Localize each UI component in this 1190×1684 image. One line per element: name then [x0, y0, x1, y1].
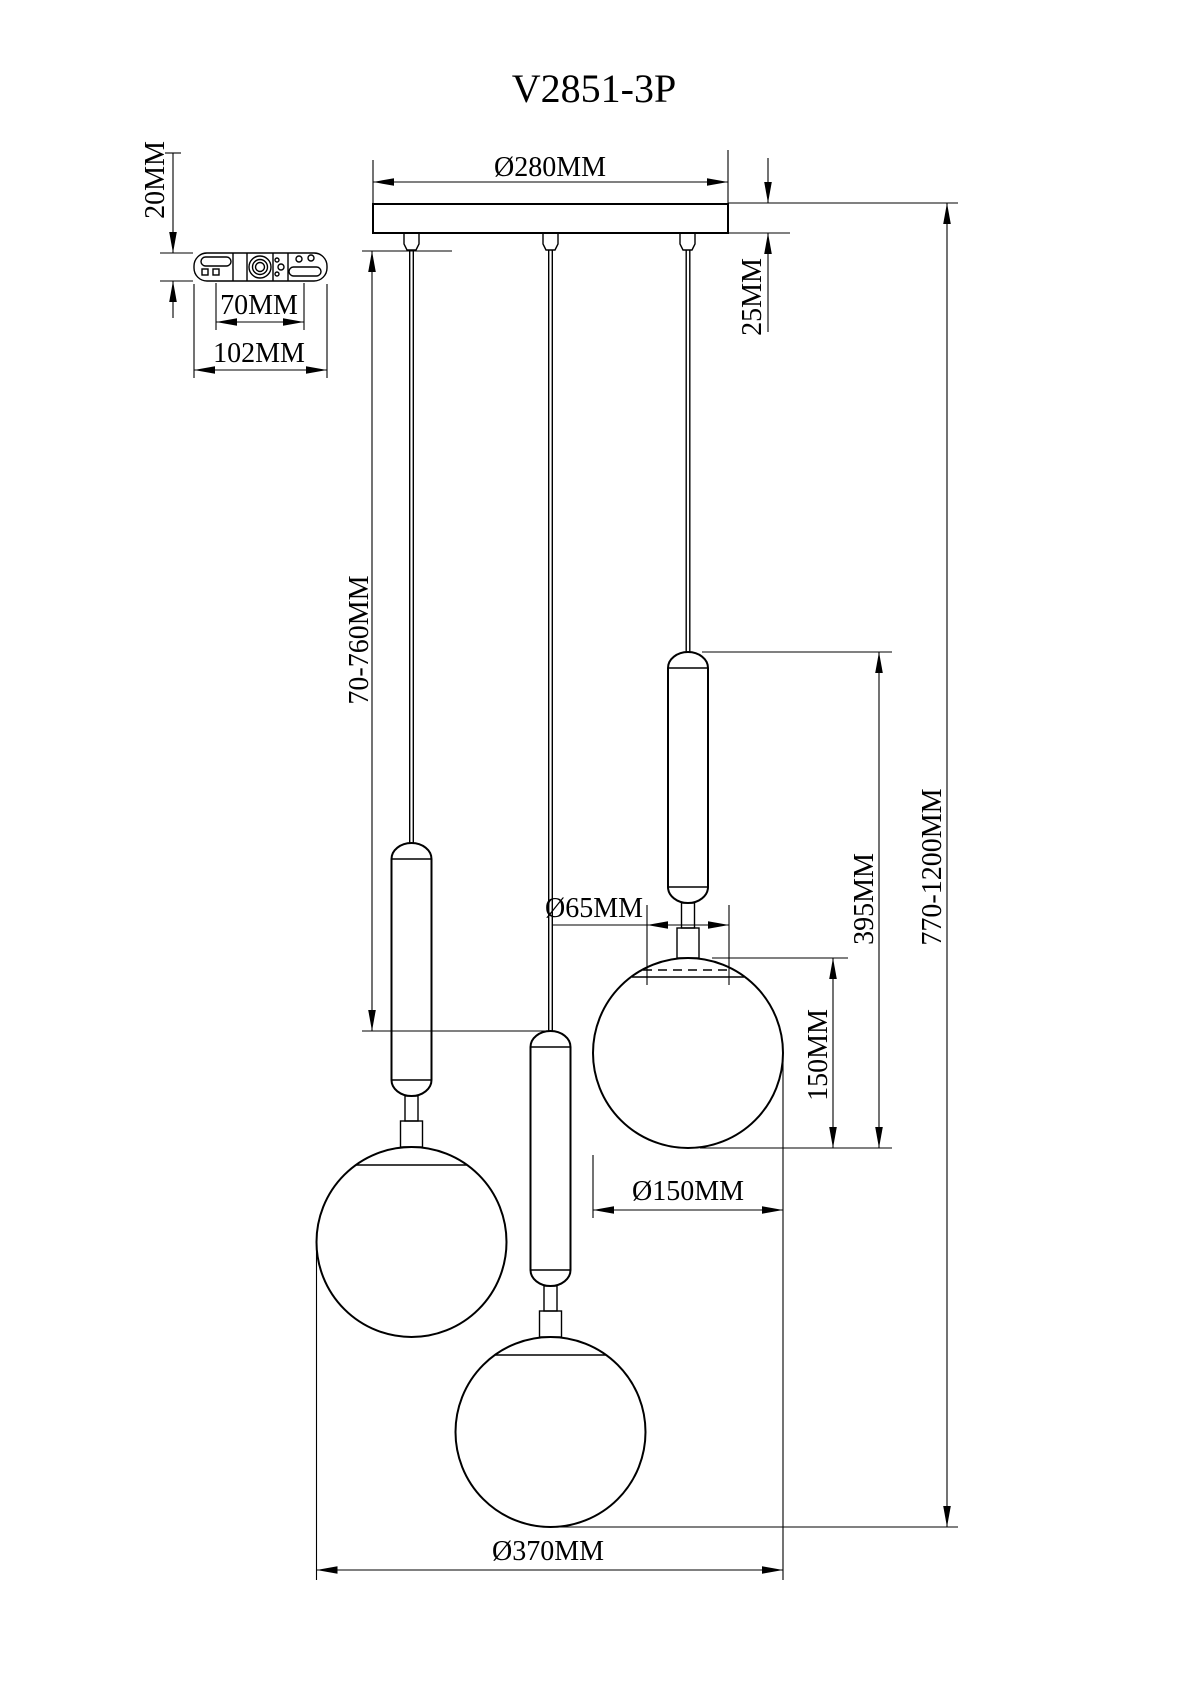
stem	[682, 903, 695, 928]
dim-neck-diameter	[545, 893, 729, 985]
bracket-slot-left	[201, 257, 231, 266]
dim-label-globe-height: 150MM	[803, 1009, 834, 1101]
dim-globe-height	[700, 958, 892, 1148]
pendant-middle	[456, 250, 646, 1527]
dim-pendant-drop	[702, 652, 892, 1148]
dim-label-canopy-height: 25MM	[737, 258, 768, 336]
stem	[405, 1096, 418, 1121]
dim-overall-height	[917, 203, 948, 1527]
socket	[677, 928, 699, 958]
mounting-bracket-detail	[194, 253, 327, 281]
bracket-hole	[213, 269, 219, 275]
glass-globe	[456, 1337, 646, 1527]
dim-label-canopy-diameter: Ø280MM	[493, 152, 607, 183]
grip-tube	[392, 843, 432, 1096]
dim-canopy-diameter	[373, 150, 728, 203]
dim-label-globe-diameter: Ø150MM	[631, 1176, 745, 1207]
dim-bracket-thickness	[140, 141, 193, 318]
dim-label-cluster-diameter: Ø370MM	[491, 1536, 605, 1567]
glass-globe	[317, 1147, 507, 1337]
dim-label-pendant-drop: 395MM	[849, 853, 880, 945]
bracket-hole	[202, 269, 208, 275]
dim-canopy-height	[728, 158, 958, 336]
dim-label-bracket-thickness: 20MM	[140, 141, 171, 219]
drawing-title: V2851-3P	[511, 66, 677, 111]
dim-bracket-hole-spacing	[216, 283, 304, 330]
pendant-left	[317, 250, 507, 1337]
socket	[540, 1311, 562, 1337]
cord-fitting	[543, 233, 558, 250]
ceiling-canopy	[373, 204, 728, 250]
socket	[401, 1121, 423, 1147]
grip-tube	[668, 652, 708, 903]
dim-label-overall-height: 770-1200MM	[917, 788, 948, 946]
cord-fitting	[680, 233, 695, 250]
dim-label-bracket-length: 102MM	[213, 338, 305, 369]
canopy-plate	[373, 204, 728, 233]
grip-tube	[531, 1031, 571, 1286]
dim-label-cord-length: 70-760MM	[344, 575, 375, 705]
dim-globe-diameter	[593, 1055, 783, 1580]
dim-label-bracket-hole-spacing: 70MM	[220, 290, 298, 321]
bracket-slot-right	[289, 267, 321, 276]
glass-globe	[593, 958, 783, 1148]
dim-cluster-diameter	[317, 1245, 959, 1580]
cord-fitting	[404, 233, 419, 250]
stem	[544, 1286, 557, 1311]
pendant-right	[593, 250, 783, 1148]
dim-cord-length	[344, 251, 552, 1031]
dim-label-neck-diameter: Ø65MM	[544, 893, 644, 924]
